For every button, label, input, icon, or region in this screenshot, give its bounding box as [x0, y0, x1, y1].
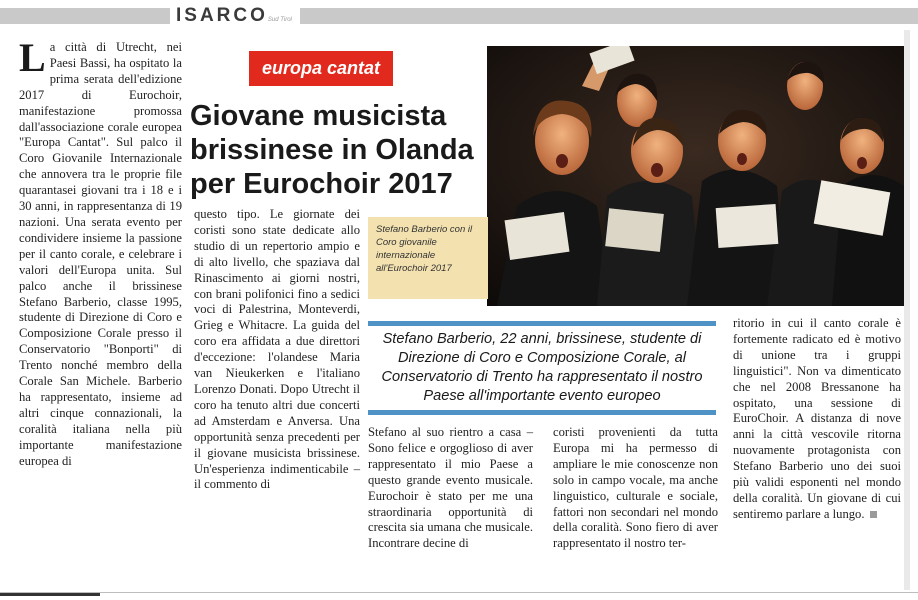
footer-rule-accent	[0, 593, 100, 596]
choir-photo	[487, 46, 904, 306]
article-column-2: questo tipo. Le giornate dei coristi sono state dedicate allo studio di un repertorio ampio e di alto livello, che spaziava dal Rinascimento ai giorni nostri, con brani polifonici fino a sedici voci di Palestrina, Monteverdi, Grieg e Whitacre. La guida del coro era affidata a due direttori d'eccezione: l'olandese Maria van Nieukerken e l'italiano Lorenzo Donati. Dopo Utrecht il coro ha tenuto altri due concerti ad Amsterdam e Anversa. Una opportunità senza precedenti per il giovane musicista brissinese. Un'esperienza indimenticabile – il commento di	[194, 207, 360, 492]
end-of-article-mark	[870, 511, 877, 518]
masthead-bar	[0, 8, 918, 24]
deck-rule-bottom	[368, 410, 716, 415]
photo-caption: Stefano Barberio con il Coro giovanile internazionale all'Eurochoir 2017	[368, 217, 488, 299]
article-column-5	[733, 316, 901, 523]
page-edge	[904, 30, 910, 590]
column-1-text: a città di Utrecht, nei Paesi Bassi, ha ospitato la prima serata dell'edizione 2017 di Eurochoir, manifestazione promossa dall'associazione corale europea "Europa Cantat". Sul palco il Coro Giovanile Internazionale che annovera tra le proprie file quarantasei giovani tra i 18 e i 30 anni, in rappresentanza di 19 nazioni. Una serata evento per condividere insieme la passione per il canto corale, e celebrare i valori dell'Europa unita. Sul palco anche il brissinese Stefano Barberio, classe 1995, studente di Direzione di Coro e Composizione Corale presso il Conservatorio "Bonporti" di Trento nonché membro della Corale San Michele. Barberio ha rappresentato, insieme ad altri cinque connazionali, la coralità italiana nella più importante manifestazione europea di	[19, 40, 182, 468]
choir-photo-illustration	[487, 46, 904, 306]
deck-rule-top	[368, 321, 716, 326]
article-column-1	[19, 35, 182, 469]
headline: Giovane musicista brissinese in Olanda per Eurochoir 2017	[190, 100, 474, 200]
masthead-subtitle: Sud Tirol	[267, 17, 292, 23]
masthead-title: ISARCO	[176, 5, 268, 26]
footer-rule	[0, 592, 918, 593]
deck-subheadline: Stefano Barberio, 22 anni, brissinese, studente di Direzione di Coro e Composizione Corale, al Conservatorio di Trento ha rappresentato il nostro Paese all'importante evento europeo	[381, 331, 703, 404]
article-column-4: coristi provenienti da tutta Europa mi ha permesso di ampliare le mie conoscenze non solo in campo vocale, ma anche linguistico, culturale e sociale, fattori non secondari nel mondo della coralità. Sono fiero di aver rappresentato il nostro ter-	[553, 425, 718, 551]
drop-cap: L	[19, 35, 46, 80]
article-column-3: Stefano al suo rientro a casa – Sono felice e orgoglioso di aver rappresentato il mio Paese a questo grande evento musicale. Eurochoir è stato per me una straordinaria opportunità di crescita sia umana che musicale. Incontrare decine di	[368, 425, 533, 551]
masthead-logo	[170, 6, 300, 26]
section-tag: europa cantat	[249, 51, 393, 86]
column-5-text: ritorio in cui il canto corale è fortemente radicato ed è motivo di unione tra i gruppi linguistici". Non va dimenticato che nel 2008 Bressanone ha ospitato, una sessione di EuroChoir. A distanza di nove anni la città vescovile ritorna nuovamente protagonista con Stefano Barberio uno dei suoi più validi esponenti nel mondo della coralità. Un giovane di cui sentiremo parlare a lungo.	[733, 316, 901, 521]
